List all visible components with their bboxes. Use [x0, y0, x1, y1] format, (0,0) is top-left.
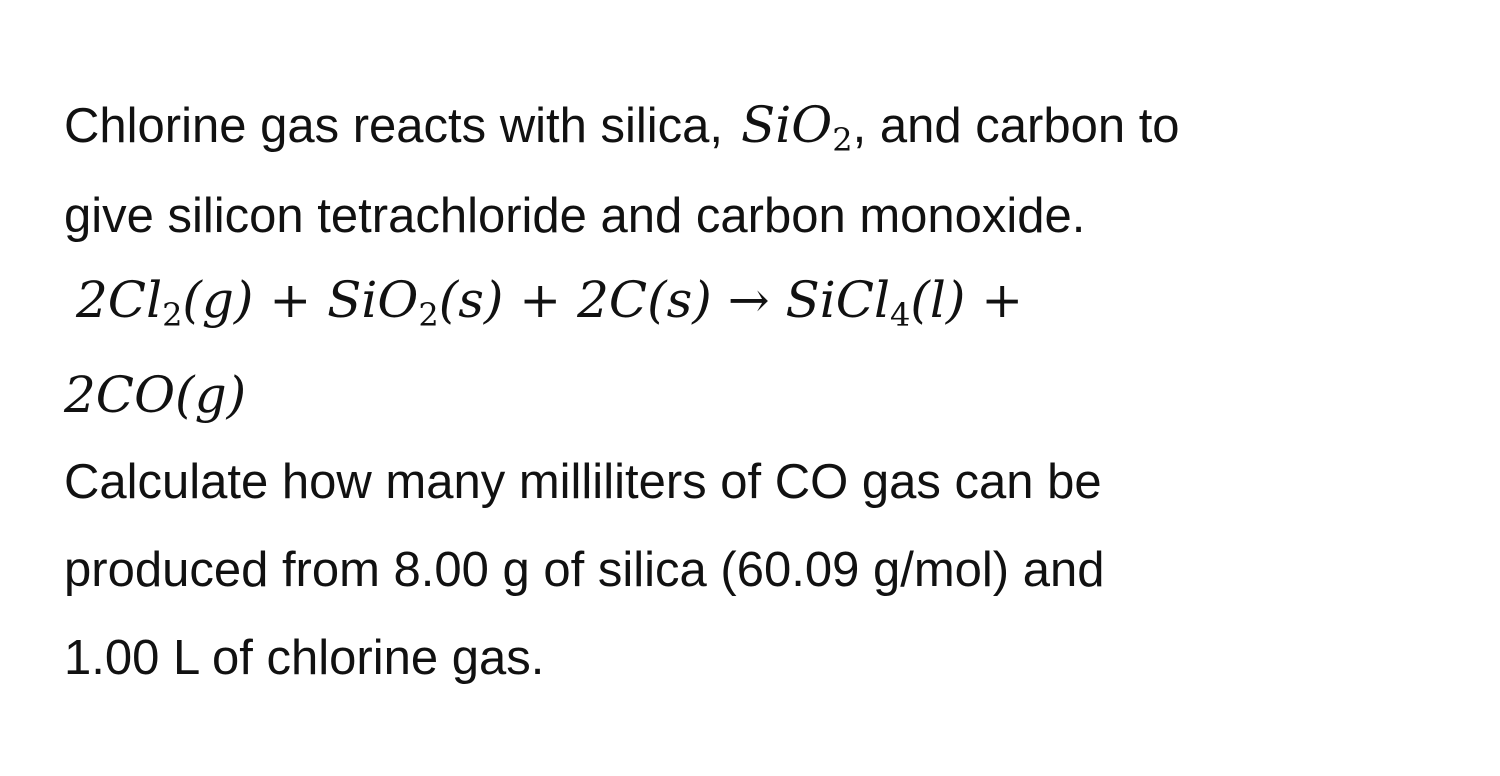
equation-term: (g) + SiO$_2$: [182, 271, 439, 334]
equation-term: $2Cl_2$: [76, 271, 183, 334]
equation-term: (s) + 2C(s) → SiCl$_4$: [438, 271, 911, 334]
question-line-2: produced from 8.00 g of silica (60.09 g/mol) and: [64, 543, 1105, 597]
question-line-3: 1.00 L of chlorine gas.: [64, 631, 545, 685]
intro-line-1: [64, 95, 1180, 159]
question-line-1: Calculate how many milliliters of CO gas can be: [64, 455, 1102, 509]
intro-text: Chlorine gas reacts with silica,: [64, 99, 724, 153]
intro-line-2: give silicon tetrachloride and carbon monoxide.: [64, 189, 1086, 243]
chemical-equation-line-1: [76, 270, 1024, 334]
chemical-equation-line-2: 2CO(g): [64, 366, 247, 424]
silica-formula: SiO$_2$: [741, 96, 853, 159]
intro-text-continued: , and carbon to: [852, 99, 1180, 153]
equation-term: (l) +: [910, 271, 1024, 329]
